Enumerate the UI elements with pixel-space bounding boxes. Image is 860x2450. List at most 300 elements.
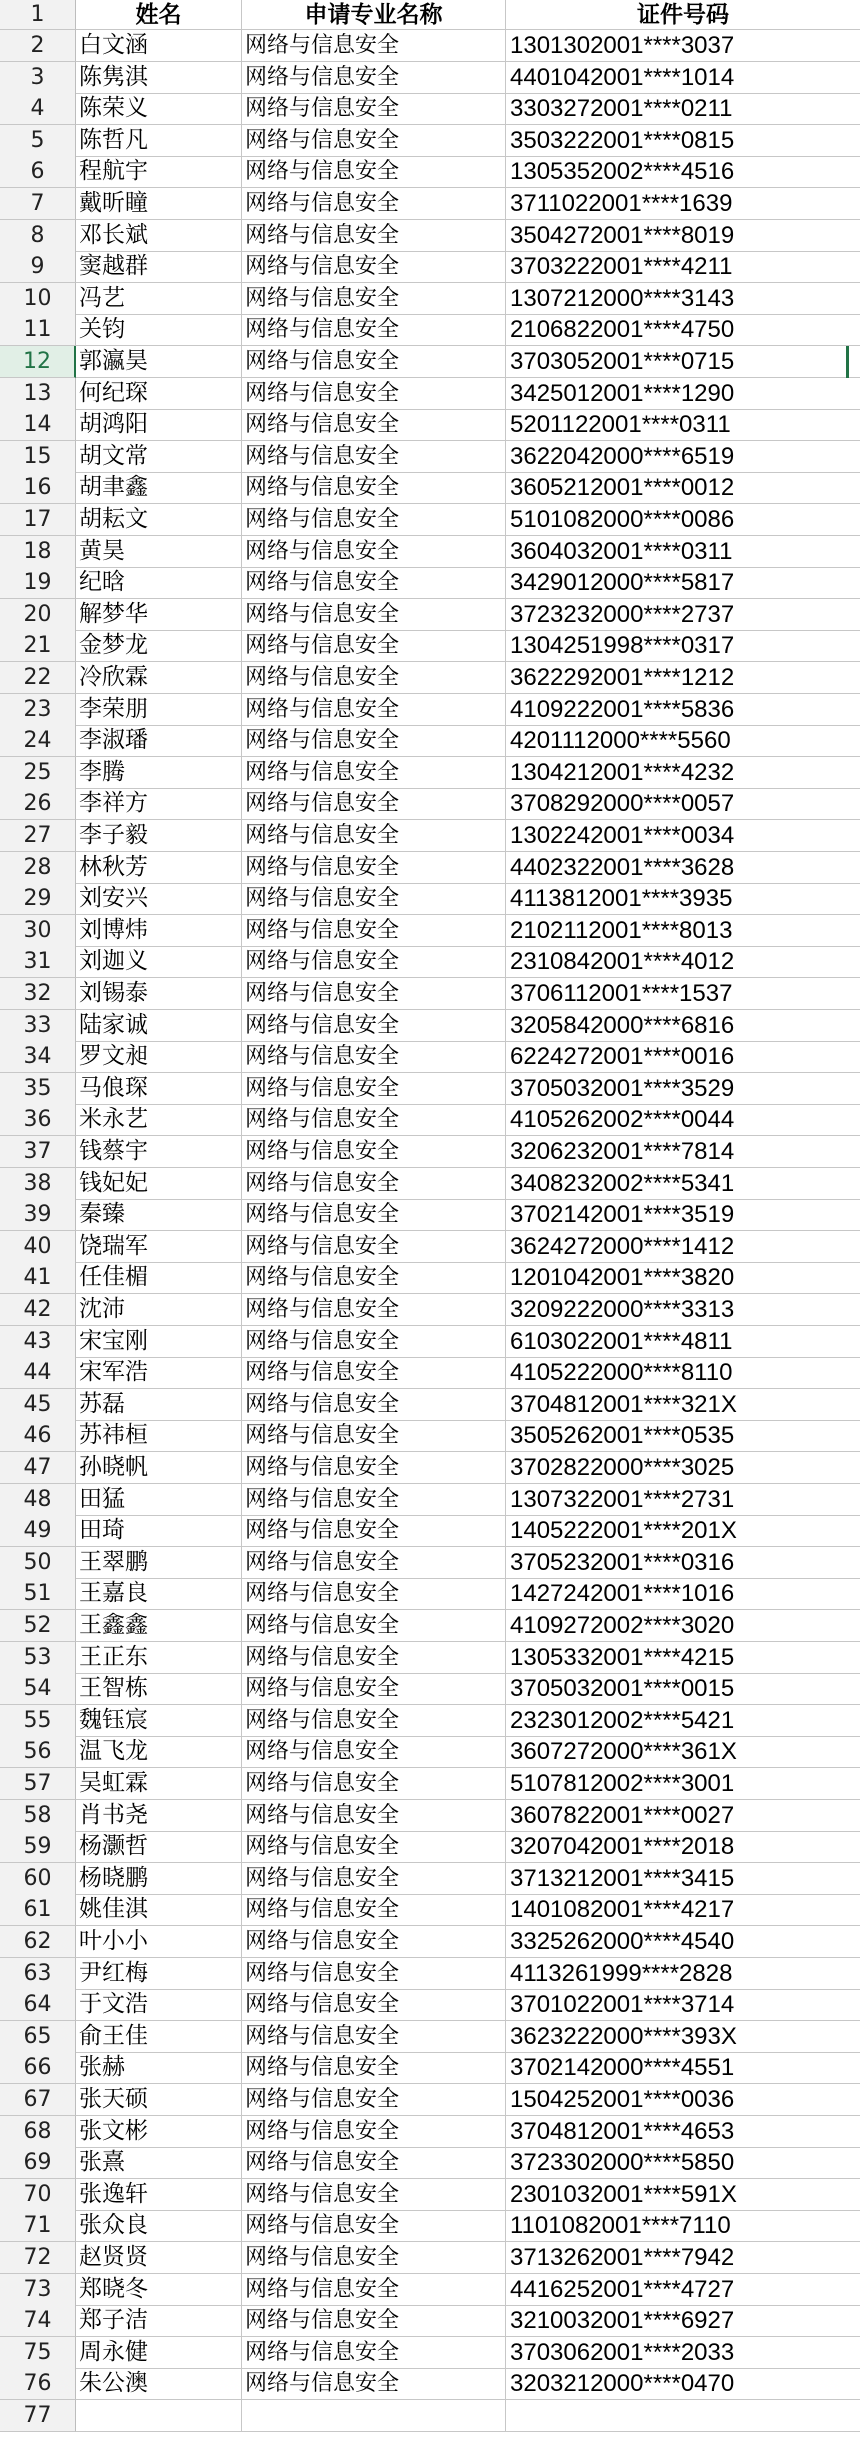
name-cell[interactable]: 窦越群 bbox=[76, 251, 242, 283]
row-number[interactable]: 32 bbox=[0, 978, 76, 1010]
id-number-cell[interactable]: 4113812001****3935 bbox=[506, 883, 860, 915]
row-number[interactable]: 6 bbox=[0, 156, 76, 188]
id-number-cell[interactable]: 4109222001****5836 bbox=[506, 694, 860, 726]
name-cell[interactable]: 于文浩 bbox=[76, 1989, 242, 2021]
major-cell[interactable]: 网络与信息安全 bbox=[242, 725, 506, 757]
major-cell[interactable]: 网络与信息安全 bbox=[242, 1010, 506, 1042]
name-cell[interactable]: 杨晓鹏 bbox=[76, 1863, 242, 1895]
name-cell[interactable]: 张逸轩 bbox=[76, 2179, 242, 2211]
name-cell[interactable]: 王嘉良 bbox=[76, 1578, 242, 1610]
major-cell[interactable]: 网络与信息安全 bbox=[242, 93, 506, 125]
row-number[interactable]: 7 bbox=[0, 188, 76, 220]
row-number[interactable]: 39 bbox=[0, 1199, 76, 1231]
id-number-cell[interactable]: 1307212000****3143 bbox=[506, 283, 860, 315]
id-number-cell[interactable]: 3703052001****0715 bbox=[506, 346, 860, 378]
name-cell[interactable]: 罗文昶 bbox=[76, 1041, 242, 1073]
name-cell[interactable]: 朱公澳 bbox=[76, 2368, 242, 2400]
row-number[interactable]: 66 bbox=[0, 2052, 76, 2084]
major-cell[interactable]: 网络与信息安全 bbox=[242, 1863, 506, 1895]
id-number-cell[interactable]: 2102112001****8013 bbox=[506, 915, 860, 947]
id-number-cell[interactable]: 2323012002****5421 bbox=[506, 1705, 860, 1737]
major-cell[interactable]: 网络与信息安全 bbox=[242, 125, 506, 157]
major-cell[interactable]: 网络与信息安全 bbox=[242, 1104, 506, 1136]
id-number-cell[interactable]: 3723302000****5850 bbox=[506, 2147, 860, 2179]
id-number-cell[interactable]: 1405222001****201X bbox=[506, 1515, 860, 1547]
name-cell[interactable]: 张赫 bbox=[76, 2052, 242, 2084]
name-cell[interactable]: 魏钰宸 bbox=[76, 1705, 242, 1737]
id-number-cell[interactable] bbox=[506, 2400, 860, 2432]
major-cell[interactable]: 网络与信息安全 bbox=[242, 1736, 506, 1768]
id-number-cell[interactable]: 4401042001****1014 bbox=[506, 62, 860, 94]
name-cell[interactable]: 纪晗 bbox=[76, 567, 242, 599]
row-number[interactable]: 9 bbox=[0, 251, 76, 283]
id-number-cell[interactable]: 3713262001****7942 bbox=[506, 2242, 860, 2274]
id-number-cell[interactable]: 4109272002****3020 bbox=[506, 1610, 860, 1642]
row-number[interactable]: 53 bbox=[0, 1642, 76, 1674]
row-number[interactable]: 30 bbox=[0, 915, 76, 947]
major-cell[interactable]: 网络与信息安全 bbox=[242, 1168, 506, 1200]
id-number-cell[interactable]: 3504272001****8019 bbox=[506, 220, 860, 252]
major-cell[interactable]: 网络与信息安全 bbox=[242, 2021, 506, 2053]
major-cell[interactable]: 网络与信息安全 bbox=[242, 1831, 506, 1863]
major-cell[interactable]: 网络与信息安全 bbox=[242, 1989, 506, 2021]
row-number[interactable]: 71 bbox=[0, 2210, 76, 2242]
major-cell[interactable]: 网络与信息安全 bbox=[242, 2147, 506, 2179]
name-cell[interactable]: 刘迦义 bbox=[76, 946, 242, 978]
id-number-cell[interactable]: 2310842001****4012 bbox=[506, 946, 860, 978]
row-number[interactable]: 73 bbox=[0, 2274, 76, 2306]
row-number[interactable]: 76 bbox=[0, 2368, 76, 2400]
row-number[interactable]: 59 bbox=[0, 1831, 76, 1863]
row-number[interactable]: 27 bbox=[0, 820, 76, 852]
name-cell[interactable]: 钱妃妃 bbox=[76, 1168, 242, 1200]
name-cell[interactable]: 戴昕瞳 bbox=[76, 188, 242, 220]
id-number-cell[interactable]: 3207042001****2018 bbox=[506, 1831, 860, 1863]
major-cell[interactable]: 网络与信息安全 bbox=[242, 409, 506, 441]
major-cell[interactable]: 网络与信息安全 bbox=[242, 2274, 506, 2306]
major-cell[interactable]: 网络与信息安全 bbox=[242, 2052, 506, 2084]
id-number-cell[interactable]: 1427242001****1016 bbox=[506, 1578, 860, 1610]
row-number[interactable]: 20 bbox=[0, 599, 76, 631]
id-number-cell[interactable]: 3701022001****3714 bbox=[506, 1989, 860, 2021]
row-number[interactable]: 38 bbox=[0, 1168, 76, 1200]
name-cell[interactable]: 解梦华 bbox=[76, 599, 242, 631]
name-cell[interactable]: 王翠鹏 bbox=[76, 1547, 242, 1579]
major-cell[interactable]: 网络与信息安全 bbox=[242, 2305, 506, 2337]
row-number[interactable]: 17 bbox=[0, 504, 76, 536]
name-cell[interactable]: 张天硕 bbox=[76, 2084, 242, 2116]
row-number[interactable]: 46 bbox=[0, 1420, 76, 1452]
row-number[interactable]: 29 bbox=[0, 883, 76, 915]
name-cell[interactable]: 郑子洁 bbox=[76, 2305, 242, 2337]
major-cell[interactable]: 网络与信息安全 bbox=[242, 946, 506, 978]
name-cell[interactable]: 程航宇 bbox=[76, 156, 242, 188]
id-number-cell[interactable]: 1401082001****4217 bbox=[506, 1894, 860, 1926]
major-cell[interactable]: 网络与信息安全 bbox=[242, 1073, 506, 1105]
major-cell[interactable]: 网络与信息安全 bbox=[242, 1420, 506, 1452]
id-number-cell[interactable]: 3429012000****5817 bbox=[506, 567, 860, 599]
id-number-cell[interactable]: 2106822001****4750 bbox=[506, 314, 860, 346]
id-number-cell[interactable]: 3607822001****0027 bbox=[506, 1800, 860, 1832]
name-cell[interactable]: 苏祎桓 bbox=[76, 1420, 242, 1452]
id-number-cell[interactable]: 3702142001****3519 bbox=[506, 1199, 860, 1231]
row-number[interactable]: 23 bbox=[0, 694, 76, 726]
id-number-cell[interactable]: 5201122001****0311 bbox=[506, 409, 860, 441]
row-number[interactable]: 57 bbox=[0, 1768, 76, 1800]
row-number[interactable]: 48 bbox=[0, 1484, 76, 1516]
name-cell[interactable]: 刘博炜 bbox=[76, 915, 242, 947]
name-cell[interactable]: 田猛 bbox=[76, 1484, 242, 1516]
major-cell[interactable]: 网络与信息安全 bbox=[242, 30, 506, 62]
name-cell[interactable]: 肖书尧 bbox=[76, 1800, 242, 1832]
id-number-cell[interactable]: 3623222000****393X bbox=[506, 2021, 860, 2053]
id-number-cell[interactable]: 3622292001****1212 bbox=[506, 662, 860, 694]
name-cell[interactable]: 李祥方 bbox=[76, 788, 242, 820]
major-cell[interactable]: 网络与信息安全 bbox=[242, 156, 506, 188]
row-number[interactable]: 75 bbox=[0, 2337, 76, 2369]
row-number[interactable]: 49 bbox=[0, 1515, 76, 1547]
row-number[interactable]: 58 bbox=[0, 1800, 76, 1832]
row-number[interactable]: 22 bbox=[0, 662, 76, 694]
id-number-cell[interactable]: 4105222000****8110 bbox=[506, 1357, 860, 1389]
id-number-cell[interactable]: 3210032001****6927 bbox=[506, 2305, 860, 2337]
name-cell[interactable]: 尹红梅 bbox=[76, 1958, 242, 1990]
column-header-major[interactable]: 申请专业名称 bbox=[242, 0, 506, 30]
row-number[interactable]: 11 bbox=[0, 314, 76, 346]
major-cell[interactable]: 网络与信息安全 bbox=[242, 852, 506, 884]
row-number[interactable]: 5 bbox=[0, 125, 76, 157]
name-cell[interactable] bbox=[76, 2400, 242, 2432]
name-cell[interactable]: 何纪琛 bbox=[76, 378, 242, 410]
name-cell[interactable]: 任佳楣 bbox=[76, 1262, 242, 1294]
row-number[interactable]: 35 bbox=[0, 1073, 76, 1105]
major-cell[interactable]: 网络与信息安全 bbox=[242, 2116, 506, 2148]
column-header-id[interactable]: 证件号码 bbox=[506, 0, 860, 30]
name-cell[interactable]: 邓长斌 bbox=[76, 220, 242, 252]
major-cell[interactable]: 网络与信息安全 bbox=[242, 472, 506, 504]
major-cell[interactable]: 网络与信息安全 bbox=[242, 1673, 506, 1705]
major-cell[interactable]: 网络与信息安全 bbox=[242, 378, 506, 410]
name-cell[interactable]: 秦臻 bbox=[76, 1199, 242, 1231]
major-cell[interactable]: 网络与信息安全 bbox=[242, 504, 506, 536]
name-cell[interactable]: 赵贤贤 bbox=[76, 2242, 242, 2274]
row-number[interactable]: 64 bbox=[0, 1989, 76, 2021]
row-number[interactable]: 65 bbox=[0, 2021, 76, 2053]
name-cell[interactable]: 张众良 bbox=[76, 2210, 242, 2242]
id-number-cell[interactable]: 6224272001****0016 bbox=[506, 1041, 860, 1073]
id-number-cell[interactable]: 3703062001****2033 bbox=[506, 2337, 860, 2369]
id-number-cell[interactable]: 4113261999****2828 bbox=[506, 1958, 860, 1990]
id-number-cell[interactable]: 3205842000****6816 bbox=[506, 1010, 860, 1042]
id-number-cell[interactable]: 3704812001****4653 bbox=[506, 2116, 860, 2148]
major-cell[interactable]: 网络与信息安全 bbox=[242, 2242, 506, 2274]
row-number[interactable]: 12 bbox=[0, 346, 76, 378]
major-cell[interactable]: 网络与信息安全 bbox=[242, 2084, 506, 2116]
major-cell[interactable]: 网络与信息安全 bbox=[242, 1357, 506, 1389]
name-cell[interactable]: 李荣朋 bbox=[76, 694, 242, 726]
row-number[interactable]: 40 bbox=[0, 1231, 76, 1263]
row-number[interactable]: 19 bbox=[0, 567, 76, 599]
row-number[interactable]: 61 bbox=[0, 1894, 76, 1926]
name-cell[interactable]: 孙晓帆 bbox=[76, 1452, 242, 1484]
row-number[interactable]: 55 bbox=[0, 1705, 76, 1737]
id-number-cell[interactable]: 3206232001****7814 bbox=[506, 1136, 860, 1168]
row-number[interactable]: 26 bbox=[0, 788, 76, 820]
major-cell[interactable]: 网络与信息安全 bbox=[242, 1326, 506, 1358]
name-cell[interactable]: 陈荣义 bbox=[76, 93, 242, 125]
row-number[interactable]: 21 bbox=[0, 630, 76, 662]
major-cell[interactable]: 网络与信息安全 bbox=[242, 1547, 506, 1579]
name-cell[interactable]: 胡鸿阳 bbox=[76, 409, 242, 441]
name-cell[interactable]: 张文彬 bbox=[76, 2116, 242, 2148]
row-number[interactable]: 24 bbox=[0, 725, 76, 757]
name-cell[interactable]: 郭瀛昊 bbox=[76, 346, 242, 378]
row-number[interactable]: 36 bbox=[0, 1104, 76, 1136]
row-number[interactable]: 8 bbox=[0, 220, 76, 252]
name-cell[interactable]: 关钧 bbox=[76, 314, 242, 346]
id-number-cell[interactable]: 3325262000****4540 bbox=[506, 1926, 860, 1958]
row-number[interactable]: 69 bbox=[0, 2147, 76, 2179]
row-number[interactable]: 56 bbox=[0, 1736, 76, 1768]
name-cell[interactable]: 李子毅 bbox=[76, 820, 242, 852]
major-cell[interactable]: 网络与信息安全 bbox=[242, 1389, 506, 1421]
name-cell[interactable]: 俞王佳 bbox=[76, 2021, 242, 2053]
row-number[interactable]: 16 bbox=[0, 472, 76, 504]
id-number-cell[interactable]: 4416252001****4727 bbox=[506, 2274, 860, 2306]
row-number[interactable]: 44 bbox=[0, 1357, 76, 1389]
id-number-cell[interactable]: 5101082000****0086 bbox=[506, 504, 860, 536]
id-number-cell[interactable]: 1101082001****7110 bbox=[506, 2210, 860, 2242]
id-number-cell[interactable]: 3203212000****0470 bbox=[506, 2368, 860, 2400]
id-number-cell[interactable]: 1302242001****0034 bbox=[506, 820, 860, 852]
name-cell[interactable]: 米永艺 bbox=[76, 1104, 242, 1136]
id-number-cell[interactable]: 3408232002****5341 bbox=[506, 1168, 860, 1200]
id-number-cell[interactable]: 1201042001****3820 bbox=[506, 1262, 860, 1294]
row-number[interactable]: 1 bbox=[0, 0, 76, 30]
major-cell[interactable]: 网络与信息安全 bbox=[242, 188, 506, 220]
row-number[interactable]: 62 bbox=[0, 1926, 76, 1958]
name-cell[interactable]: 胡文常 bbox=[76, 441, 242, 473]
major-cell[interactable]: 网络与信息安全 bbox=[242, 1294, 506, 1326]
major-cell[interactable]: 网络与信息安全 bbox=[242, 1958, 506, 1990]
row-number[interactable]: 77 bbox=[0, 2400, 76, 2432]
name-cell[interactable]: 胡耘文 bbox=[76, 504, 242, 536]
id-number-cell[interactable]: 4201112000****5560 bbox=[506, 725, 860, 757]
major-cell[interactable]: 网络与信息安全 bbox=[242, 2210, 506, 2242]
row-number[interactable]: 15 bbox=[0, 441, 76, 473]
major-cell[interactable]: 网络与信息安全 bbox=[242, 1926, 506, 1958]
row-number[interactable]: 34 bbox=[0, 1041, 76, 1073]
id-number-cell[interactable]: 1304251998****0317 bbox=[506, 630, 860, 662]
id-number-cell[interactable]: 2301032001****591X bbox=[506, 2179, 860, 2211]
name-cell[interactable]: 钱蔡宇 bbox=[76, 1136, 242, 1168]
name-cell[interactable]: 王鑫鑫 bbox=[76, 1610, 242, 1642]
major-cell[interactable]: 网络与信息安全 bbox=[242, 1705, 506, 1737]
name-cell[interactable]: 王智栋 bbox=[76, 1673, 242, 1705]
name-cell[interactable]: 金梦龙 bbox=[76, 630, 242, 662]
row-number[interactable]: 4 bbox=[0, 93, 76, 125]
id-number-cell[interactable]: 3622042000****6519 bbox=[506, 441, 860, 473]
major-cell[interactable]: 网络与信息安全 bbox=[242, 2179, 506, 2211]
major-cell[interactable]: 网络与信息安全 bbox=[242, 1262, 506, 1294]
row-number[interactable]: 31 bbox=[0, 946, 76, 978]
name-cell[interactable]: 林秋芳 bbox=[76, 852, 242, 884]
id-number-cell[interactable]: 3604032001****0311 bbox=[506, 536, 860, 568]
id-number-cell[interactable]: 3713212001****3415 bbox=[506, 1863, 860, 1895]
major-cell[interactable]: 网络与信息安全 bbox=[242, 251, 506, 283]
major-cell[interactable]: 网络与信息安全 bbox=[242, 220, 506, 252]
major-cell[interactable]: 网络与信息安全 bbox=[242, 820, 506, 852]
row-number[interactable]: 43 bbox=[0, 1326, 76, 1358]
id-number-cell[interactable]: 3711022001****1639 bbox=[506, 188, 860, 220]
name-cell[interactable]: 饶瑞军 bbox=[76, 1231, 242, 1263]
id-number-cell[interactable]: 4402322001****3628 bbox=[506, 852, 860, 884]
id-number-cell[interactable]: 3702142000****4551 bbox=[506, 2052, 860, 2084]
name-cell[interactable]: 杨灏哲 bbox=[76, 1831, 242, 1863]
id-number-cell[interactable]: 1301302001****3037 bbox=[506, 30, 860, 62]
major-cell[interactable]: 网络与信息安全 bbox=[242, 694, 506, 726]
id-number-cell[interactable]: 3705232001****0316 bbox=[506, 1547, 860, 1579]
name-cell[interactable]: 陈哲凡 bbox=[76, 125, 242, 157]
row-number[interactable]: 52 bbox=[0, 1610, 76, 1642]
name-cell[interactable]: 刘安兴 bbox=[76, 883, 242, 915]
name-cell[interactable]: 王正东 bbox=[76, 1642, 242, 1674]
major-cell[interactable]: 网络与信息安全 bbox=[242, 630, 506, 662]
row-number[interactable]: 3 bbox=[0, 62, 76, 94]
id-number-cell[interactable]: 3705032001****0015 bbox=[506, 1673, 860, 1705]
row-number[interactable]: 42 bbox=[0, 1294, 76, 1326]
id-number-cell[interactable]: 1305332001****4215 bbox=[506, 1642, 860, 1674]
id-number-cell[interactable]: 3303272001****0211 bbox=[506, 93, 860, 125]
row-number[interactable]: 63 bbox=[0, 1958, 76, 1990]
id-number-cell[interactable]: 1504252001****0036 bbox=[506, 2084, 860, 2116]
major-cell[interactable]: 网络与信息安全 bbox=[242, 1484, 506, 1516]
name-cell[interactable]: 周永健 bbox=[76, 2337, 242, 2369]
id-number-cell[interactable]: 3607272000****361X bbox=[506, 1736, 860, 1768]
name-cell[interactable]: 李淑璠 bbox=[76, 725, 242, 757]
name-cell[interactable]: 陈隽淇 bbox=[76, 62, 242, 94]
id-number-cell[interactable]: 3503222001****0815 bbox=[506, 125, 860, 157]
id-number-cell[interactable]: 3209222000****3313 bbox=[506, 1294, 860, 1326]
row-number[interactable]: 68 bbox=[0, 2116, 76, 2148]
column-header-name[interactable]: 姓名 bbox=[76, 0, 242, 30]
name-cell[interactable]: 叶小小 bbox=[76, 1926, 242, 1958]
major-cell[interactable]: 网络与信息安全 bbox=[242, 536, 506, 568]
major-cell[interactable]: 网络与信息安全 bbox=[242, 2337, 506, 2369]
id-number-cell[interactable]: 3703222001****4211 bbox=[506, 251, 860, 283]
major-cell[interactable]: 网络与信息安全 bbox=[242, 314, 506, 346]
name-cell[interactable]: 马俍琛 bbox=[76, 1073, 242, 1105]
major-cell[interactable]: 网络与信息安全 bbox=[242, 2368, 506, 2400]
major-cell[interactable]: 网络与信息安全 bbox=[242, 1041, 506, 1073]
major-cell[interactable]: 网络与信息安全 bbox=[242, 757, 506, 789]
id-number-cell[interactable]: 3624272000****1412 bbox=[506, 1231, 860, 1263]
id-number-cell[interactable]: 3605212001****0012 bbox=[506, 472, 860, 504]
id-number-cell[interactable]: 3706112001****1537 bbox=[506, 978, 860, 1010]
major-cell[interactable]: 网络与信息安全 bbox=[242, 1515, 506, 1547]
row-number[interactable]: 51 bbox=[0, 1578, 76, 1610]
row-number[interactable]: 60 bbox=[0, 1863, 76, 1895]
major-cell[interactable] bbox=[242, 2400, 506, 2432]
name-cell[interactable]: 张熹 bbox=[76, 2147, 242, 2179]
major-cell[interactable]: 网络与信息安全 bbox=[242, 883, 506, 915]
major-cell[interactable]: 网络与信息安全 bbox=[242, 1452, 506, 1484]
name-cell[interactable]: 姚佳淇 bbox=[76, 1894, 242, 1926]
row-number[interactable]: 18 bbox=[0, 536, 76, 568]
major-cell[interactable]: 网络与信息安全 bbox=[242, 662, 506, 694]
major-cell[interactable]: 网络与信息安全 bbox=[242, 1894, 506, 1926]
name-cell[interactable]: 李腾 bbox=[76, 757, 242, 789]
name-cell[interactable]: 冷欣霖 bbox=[76, 662, 242, 694]
id-number-cell[interactable]: 3708292000****0057 bbox=[506, 788, 860, 820]
id-number-cell[interactable]: 1307322001****2731 bbox=[506, 1484, 860, 1516]
name-cell[interactable]: 胡聿鑫 bbox=[76, 472, 242, 504]
row-number[interactable]: 45 bbox=[0, 1389, 76, 1421]
name-cell[interactable]: 白文涵 bbox=[76, 30, 242, 62]
id-number-cell[interactable]: 6103022001****4811 bbox=[506, 1326, 860, 1358]
row-number[interactable]: 37 bbox=[0, 1136, 76, 1168]
name-cell[interactable]: 郑晓冬 bbox=[76, 2274, 242, 2306]
major-cell[interactable]: 网络与信息安全 bbox=[242, 346, 506, 378]
id-number-cell[interactable]: 5107812002****3001 bbox=[506, 1768, 860, 1800]
row-number[interactable]: 10 bbox=[0, 283, 76, 315]
name-cell[interactable]: 陆家诚 bbox=[76, 1010, 242, 1042]
major-cell[interactable]: 网络与信息安全 bbox=[242, 978, 506, 1010]
row-number[interactable]: 72 bbox=[0, 2242, 76, 2274]
major-cell[interactable]: 网络与信息安全 bbox=[242, 441, 506, 473]
id-number-cell[interactable]: 3505262001****0535 bbox=[506, 1420, 860, 1452]
id-number-cell[interactable]: 3702822000****3025 bbox=[506, 1452, 860, 1484]
major-cell[interactable]: 网络与信息安全 bbox=[242, 283, 506, 315]
id-number-cell[interactable]: 3425012001****1290 bbox=[506, 378, 860, 410]
id-number-cell[interactable]: 4105262002****0044 bbox=[506, 1104, 860, 1136]
major-cell[interactable]: 网络与信息安全 bbox=[242, 1610, 506, 1642]
major-cell[interactable]: 网络与信息安全 bbox=[242, 62, 506, 94]
name-cell[interactable]: 刘锡泰 bbox=[76, 978, 242, 1010]
id-number-cell[interactable]: 1304212001****4232 bbox=[506, 757, 860, 789]
name-cell[interactable]: 宋宝刚 bbox=[76, 1326, 242, 1358]
major-cell[interactable]: 网络与信息安全 bbox=[242, 1642, 506, 1674]
row-number[interactable]: 54 bbox=[0, 1673, 76, 1705]
row-number[interactable]: 25 bbox=[0, 757, 76, 789]
row-number[interactable]: 50 bbox=[0, 1547, 76, 1579]
name-cell[interactable]: 吴虹霖 bbox=[76, 1768, 242, 1800]
row-number[interactable]: 67 bbox=[0, 2084, 76, 2116]
major-cell[interactable]: 网络与信息安全 bbox=[242, 1199, 506, 1231]
major-cell[interactable]: 网络与信息安全 bbox=[242, 567, 506, 599]
name-cell[interactable]: 黄昊 bbox=[76, 536, 242, 568]
row-number[interactable]: 14 bbox=[0, 409, 76, 441]
row-number[interactable]: 41 bbox=[0, 1262, 76, 1294]
name-cell[interactable]: 宋军浩 bbox=[76, 1357, 242, 1389]
name-cell[interactable]: 冯艺 bbox=[76, 283, 242, 315]
name-cell[interactable]: 沈沛 bbox=[76, 1294, 242, 1326]
id-number-cell[interactable]: 3704812001****321X bbox=[506, 1389, 860, 1421]
row-number[interactable]: 2 bbox=[0, 30, 76, 62]
id-number-cell[interactable]: 3705032001****3529 bbox=[506, 1073, 860, 1105]
major-cell[interactable]: 网络与信息安全 bbox=[242, 1800, 506, 1832]
name-cell[interactable]: 温飞龙 bbox=[76, 1736, 242, 1768]
major-cell[interactable]: 网络与信息安全 bbox=[242, 788, 506, 820]
row-number[interactable]: 28 bbox=[0, 852, 76, 884]
row-number[interactable]: 74 bbox=[0, 2305, 76, 2337]
name-cell[interactable]: 苏磊 bbox=[76, 1389, 242, 1421]
row-number[interactable]: 33 bbox=[0, 1010, 76, 1042]
row-number[interactable]: 13 bbox=[0, 378, 76, 410]
row-number[interactable]: 47 bbox=[0, 1452, 76, 1484]
major-cell[interactable]: 网络与信息安全 bbox=[242, 1578, 506, 1610]
major-cell[interactable]: 网络与信息安全 bbox=[242, 1231, 506, 1263]
